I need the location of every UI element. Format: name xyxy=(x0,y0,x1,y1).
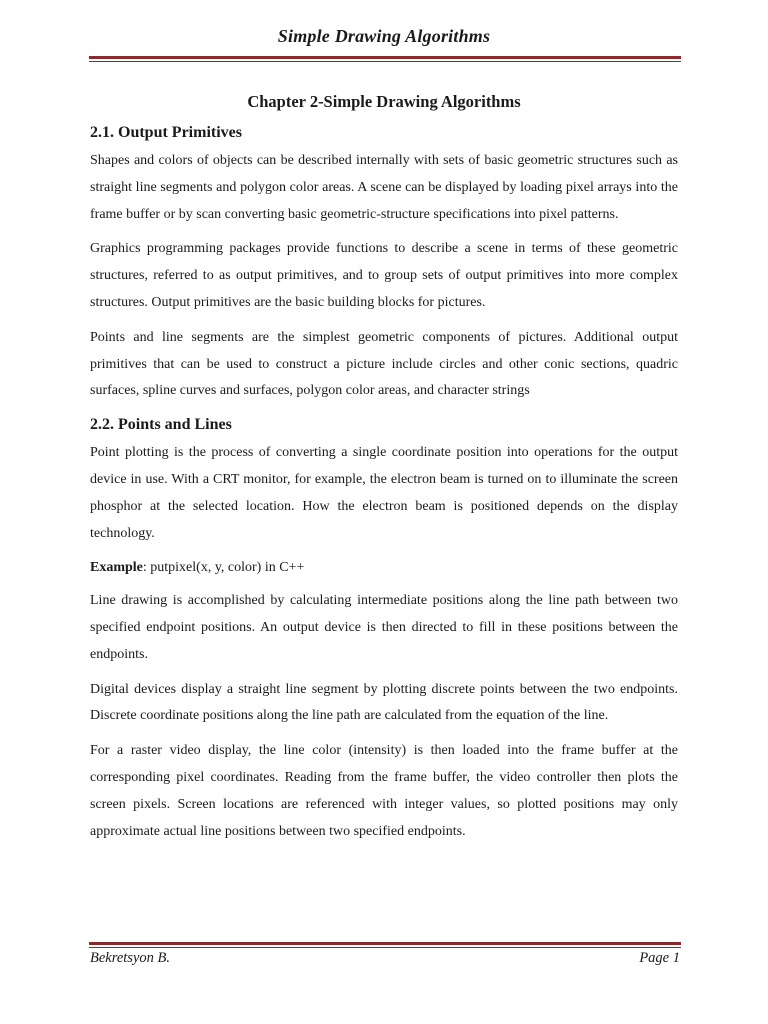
paragraph: Digital devices display a straight line segment by plotting discrete points between the two endpoints. Discrete coordinate positions along the line path are calculated from the equation of the line. xyxy=(90,681,678,724)
paragraph: Point plotting is the process of converting a single coordinate position into operations for the output device in use. With a CRT monitor, for example, the electron beam is turned on to illuminate the screen phosphor at the selected location. How the electron beam is positioned depends on the display technology. xyxy=(90,445,678,541)
example-label: Example xyxy=(90,560,143,576)
paragraph: For a raster video display, the line color (intensity) is then loaded into the frame buffer at the corresponding pixel coordinates. Reading from the frame buffer, the video controller then plots the screen pixels. Screen locations are referenced with integer values, so plotted positions may only approximate actual line positions between two specified endpoints. xyxy=(90,743,678,839)
footer-page-number: Page 1 xyxy=(639,950,680,966)
header-rule-thin xyxy=(89,61,681,62)
footer-rule xyxy=(89,942,681,948)
chapter-title: Chapter 2-Simple Drawing Algorithms xyxy=(247,92,521,111)
example-line xyxy=(90,555,678,582)
paragraph: Points and line segments are the simplest geometric components of pictures. Additional output primitives that can be used to construct a picture include circles and other conic sections, quadric surfaces, spline curves and surfaces, polygon color areas, and character strings xyxy=(90,329,678,399)
page-body xyxy=(90,90,678,853)
paragraph: Graphics programming packages provide functions to describe a scene in terms of these geometric structures, referred to as output primitives, and to group sets of output primitives into more complex structures. Output primitives are the basic building blocks for pictures. xyxy=(90,241,678,310)
footer-author: Bekretsyon B. xyxy=(90,950,170,966)
paragraph: Line drawing is accomplished by calculating intermediate positions along the line path between two specified endpoint positions. An output device is then directed to fill in these positions between the endpoints. xyxy=(90,593,678,662)
example-code: : putpixel(x, y, color) in C++ xyxy=(142,560,305,576)
running-header: Simple Drawing Algorithms xyxy=(277,26,491,46)
footer-rule-thin xyxy=(89,947,681,948)
header-rule xyxy=(89,56,681,62)
section-heading-points-and-lines: 2.2. Points and Lines xyxy=(90,416,232,434)
paragraph: Shapes and colors of objects can be described internally with sets of basic geometric structures such as straight line segments and polygon color areas. A scene can be displayed by loading pixel arrays into the frame buffer or by scan converting basic geometric-structure specifications into pixel patterns. xyxy=(90,153,678,222)
section-heading-output-primitives: 2.1. Output Primitives xyxy=(90,124,242,141)
